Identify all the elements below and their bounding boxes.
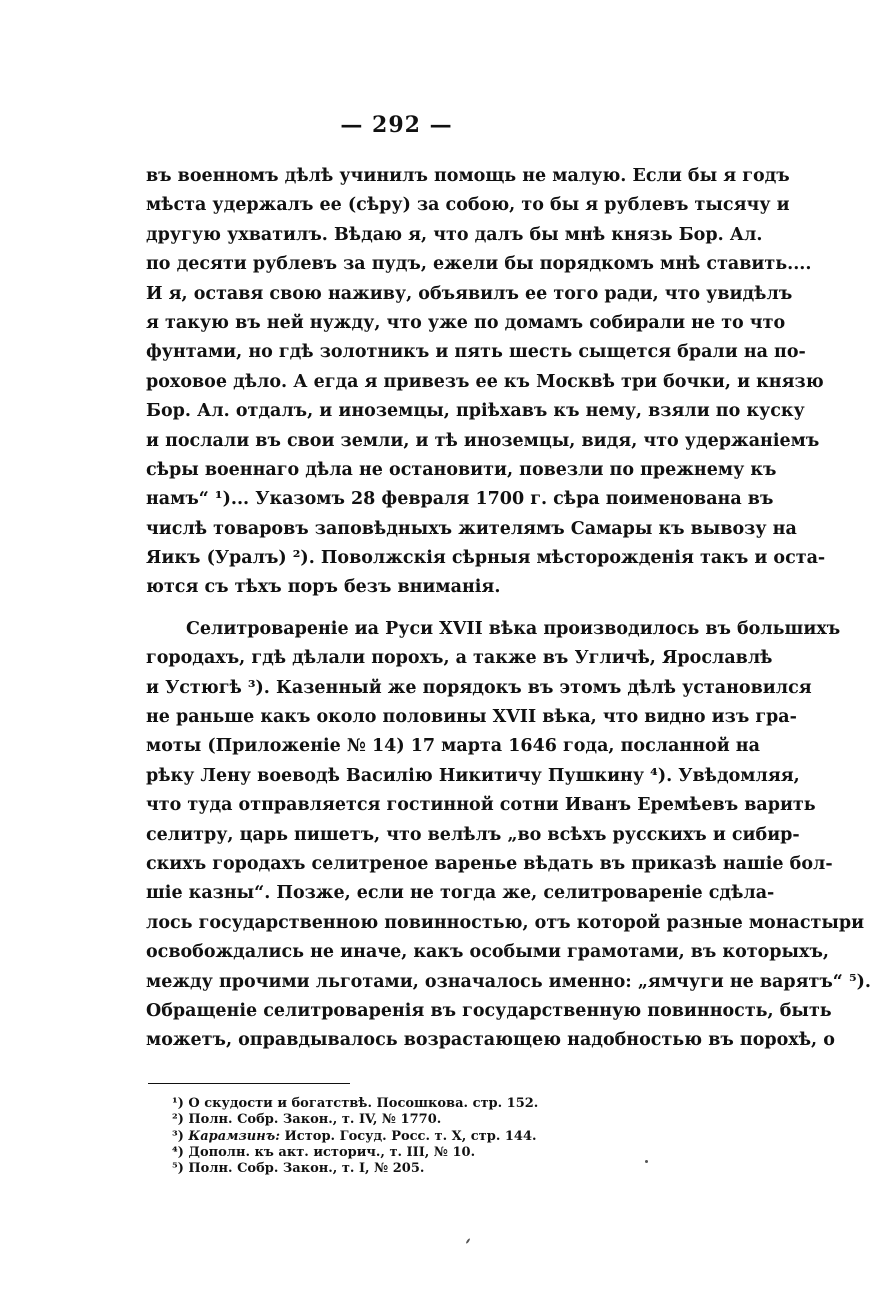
- text-line: лось государственною повинностью, отъ которой разные монастыри: [146, 912, 865, 933]
- text-line: намъ“ ¹)... Указомъ 28 февраля 1700 г. сѣра поименована въ: [146, 489, 774, 510]
- text-line: ются съ тѣхъ поръ безъ вниманія.: [146, 577, 501, 598]
- footnote: [172, 1145, 732, 1161]
- text-line: я такую въ ней нужду, что уже по домамъ собирали не то что: [146, 312, 786, 333]
- text-line: между прочими льготами, означалось именно: „ямчуги не варятъ“ ⁵).: [146, 971, 871, 992]
- text-line: и Устюгѣ ³). Казенный же порядокъ въ этомъ дѣлѣ установился: [146, 677, 812, 698]
- paragraph-1: [146, 162, 826, 603]
- footnote-text: Дополн. къ акт. историч., т. III, № 10.: [188, 1144, 476, 1160]
- footnote-mark: ²): [172, 1112, 184, 1128]
- text-line: фунтами, но гдѣ золотникъ и пять шесть сыщется брали на по-: [146, 342, 806, 363]
- text-line: можетъ, оправдывалось возрастающею надобностью въ порохѣ, о: [146, 1030, 835, 1051]
- footnote-mark: ¹): [172, 1096, 184, 1111]
- text-line: числѣ товаровъ заповѣдныхъ жителямъ Самары къ вывозу на: [146, 518, 797, 539]
- footnote: [172, 1161, 732, 1177]
- text-line: другую ухватилъ. Вѣдаю я, что далъ бы мнѣ князь Бор. Ал.: [146, 224, 763, 245]
- print-speck: [645, 1160, 648, 1163]
- text-line: по десяти рублевъ за пудъ, ежели бы порядкомъ мнѣ ставить....: [146, 254, 812, 275]
- text-line: что туда отправляется гостинной сотни Иванъ Еремѣевъ варить: [146, 795, 816, 816]
- footnote-text: О скудости и богатствѣ. Посошкова. стр. 152.: [188, 1096, 539, 1111]
- text-line: мѣста удержалъ ее (сѣру) за собою, то бы я рублевъ тысячу и: [146, 195, 790, 216]
- text-line: селитру, царь пишетъ, что велѣлъ „во всѣхъ русскихъ и сибир-: [146, 824, 800, 845]
- text-line: рѣку Лену воеводѣ Василію Никитичу Пушкину ⁴). Увѣдомляя,: [146, 765, 800, 786]
- text-line: Бор. Ал. отдалъ, и иноземцы, пріѣхавъ къ нему, взяли по куску: [146, 401, 805, 422]
- text-line: Яикъ (Уралъ) ²). Поволжскія сѣрныя мѣсторожденія такъ и оста-: [146, 548, 826, 569]
- text-line: роховое дѣло. А егда я привезъ ее къ Москвѣ три бочки, и князю: [146, 371, 824, 392]
- print-speck: [465, 1238, 470, 1244]
- footnote-mark: ⁵): [172, 1161, 184, 1177]
- page-number: — 292 —: [340, 112, 453, 138]
- footnote-text: Истор. Госуд. Росс. т. X, стр. 144.: [280, 1128, 537, 1144]
- footnote-text: Полн. Собр. Закон., т. I, № 205.: [188, 1161, 425, 1177]
- text-line: въ военномъ дѣлѣ учинилъ помощь не малую. Если бы я годъ: [146, 166, 790, 186]
- text-line: не раньше какъ около половины XVII вѣка, что видно изъ гра-: [146, 707, 797, 728]
- footnote-mark: ³): [172, 1128, 184, 1144]
- footnote-mark: ⁴): [172, 1144, 184, 1160]
- footnote-divider: [148, 1083, 350, 1084]
- text-line: моты (Приложеніе № 14) 17 марта 1646 года, посланной на: [146, 736, 760, 757]
- footnote: [172, 1129, 732, 1145]
- text-line: освобождались не иначе, какъ особыми грамотами, въ которыхъ,: [146, 942, 829, 963]
- text-line: шіе казны“. Позже, если не тогда же, селитровареніе сдѣла-: [146, 883, 775, 904]
- footnote: [172, 1096, 732, 1112]
- footnote: [172, 1112, 732, 1128]
- main-text: [146, 162, 871, 1056]
- footnote-author: Карамзинъ:: [188, 1128, 280, 1144]
- paragraph-2: [146, 615, 871, 1056]
- text-line: И я, оставя свою наживу, объявилъ ее того ради, что увидѣлъ: [146, 283, 793, 304]
- footnote-text: Полн. Собр. Закон., т. IV, № 1770.: [188, 1112, 442, 1128]
- text-line: и послали въ свои земли, и тѣ иноземцы, видя, что удержаніемъ: [146, 430, 820, 451]
- text-line: скихъ городахъ селитреное варенье вѣдать въ приказѣ нашіе бол-: [146, 853, 833, 874]
- text-line: сѣры военнаго дѣла не остановити, повезли по прежнему къ: [146, 459, 777, 480]
- text-line: Селитровареніе иа Руси XVII вѣка производилось въ большихъ: [186, 618, 841, 639]
- text-line: Обращеніе селитроваренія въ государственную повинность, быть: [146, 1000, 832, 1021]
- text-line: городахъ, гдѣ дѣлали порохъ, а также въ Угличѣ, Ярославлѣ: [146, 648, 773, 669]
- footnotes: [172, 1096, 732, 1177]
